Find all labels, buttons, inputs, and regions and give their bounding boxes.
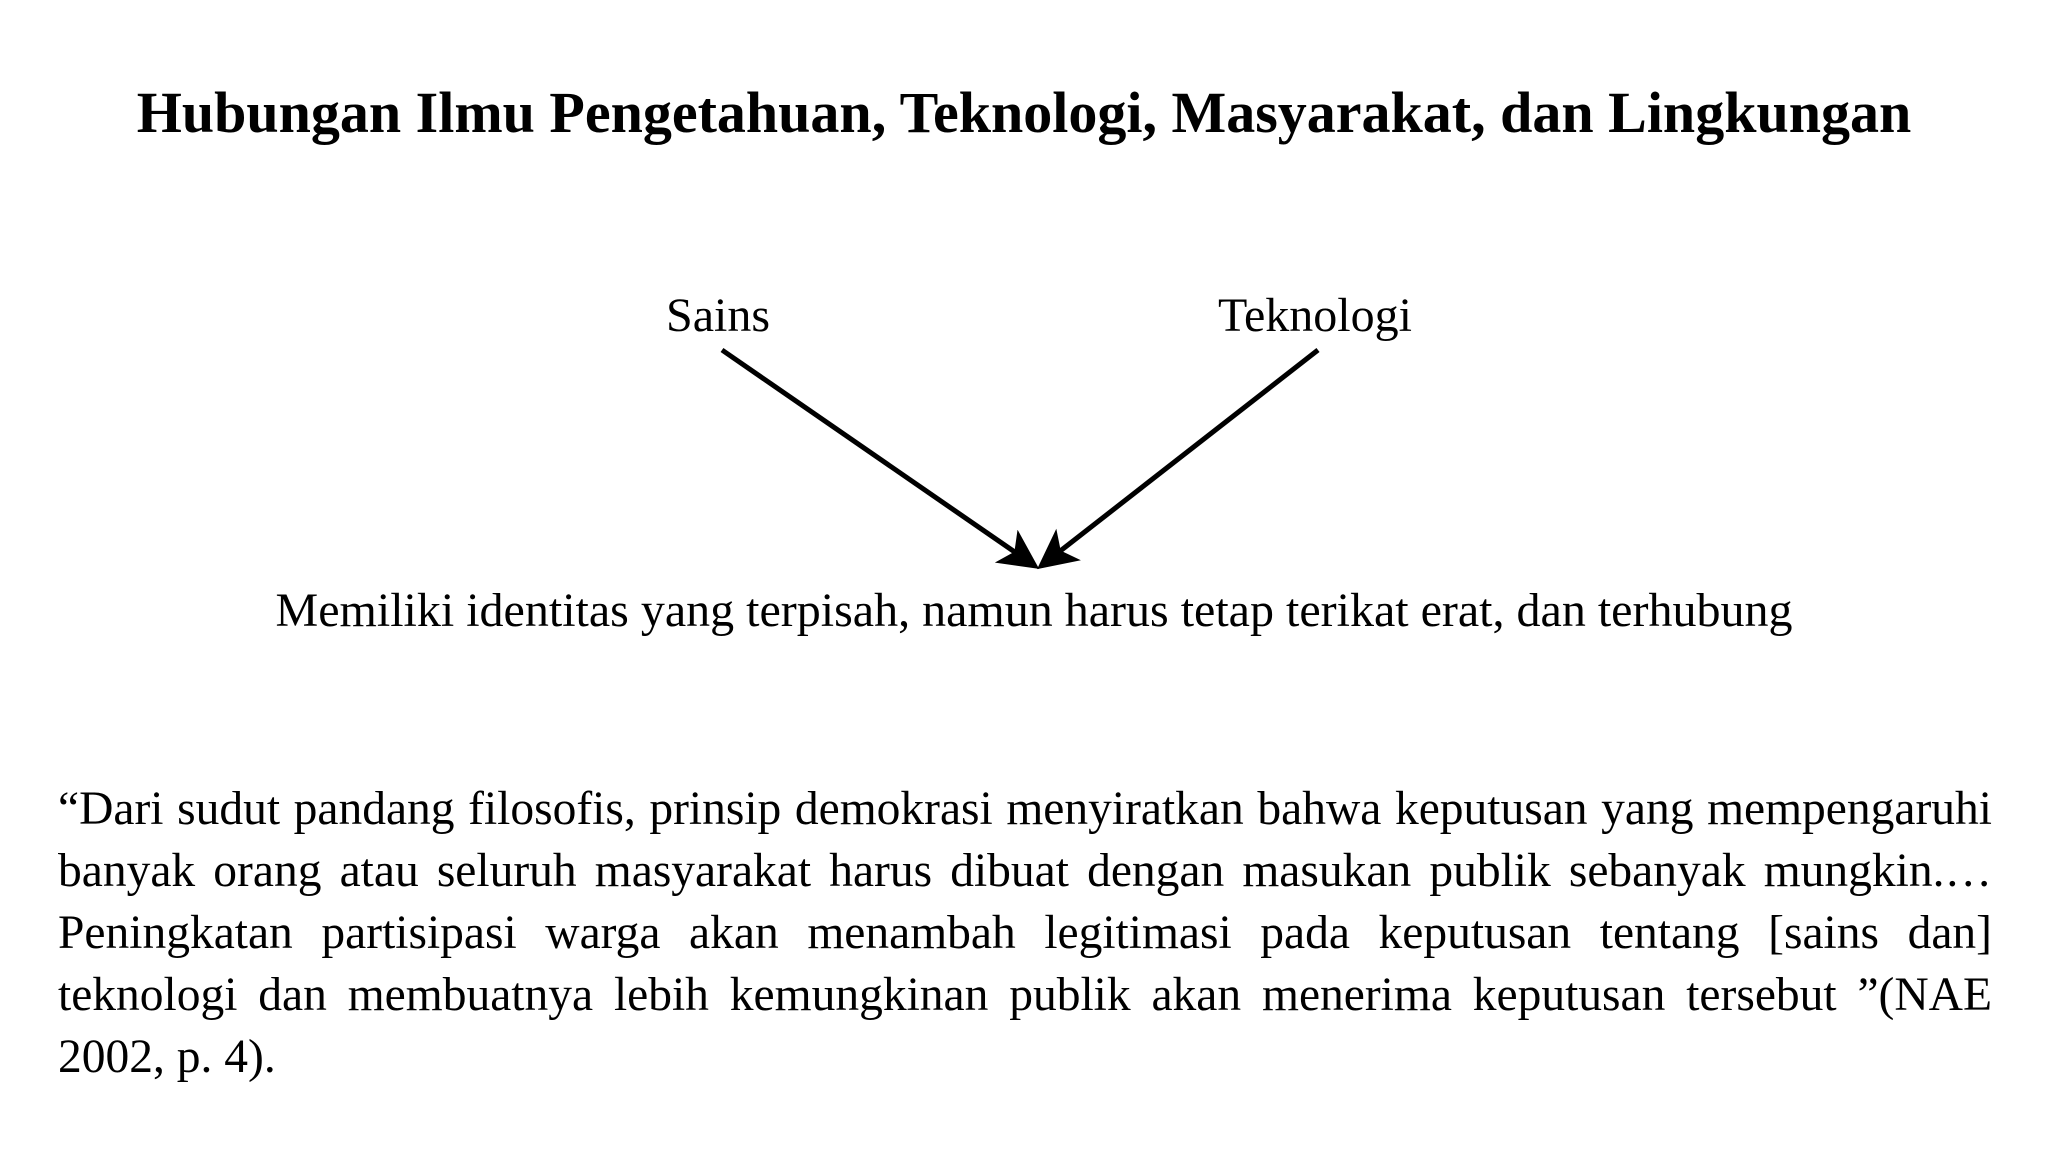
arrow-sains-to-result [722, 350, 1035, 566]
page-title: Hubungan Ilmu Pengetahuan, Teknologi, Masyarakat, dan Lingkungan [136, 80, 1912, 145]
node-teknologi-label: Teknologi [1218, 289, 1412, 342]
diagram-result-text: Memiliki identitas yang terpisah, namun harus tetap terikat erat, dan terhubung [275, 584, 1793, 637]
arrow-teknologi-to-result [1041, 350, 1318, 566]
node-sains-label: Sains [666, 289, 771, 342]
quote-paragraph: “Dari sudut pandang filosofis, prinsip demokrasi menyiratkan bahwa keputusan yang mempengaruhi banyak orang atau seluruh masyarakat harus dibuat dengan masukan publik sebanyak mungkin.… Peningkatan partisipasi warga akan menambah legitimasi pada keputusan tentang [sains dan] teknologi dan membuatnya lebih kemungkinan publik akan menerima keputusan tersebut ”(NAE 2002, p. 4). [58, 783, 1992, 1083]
